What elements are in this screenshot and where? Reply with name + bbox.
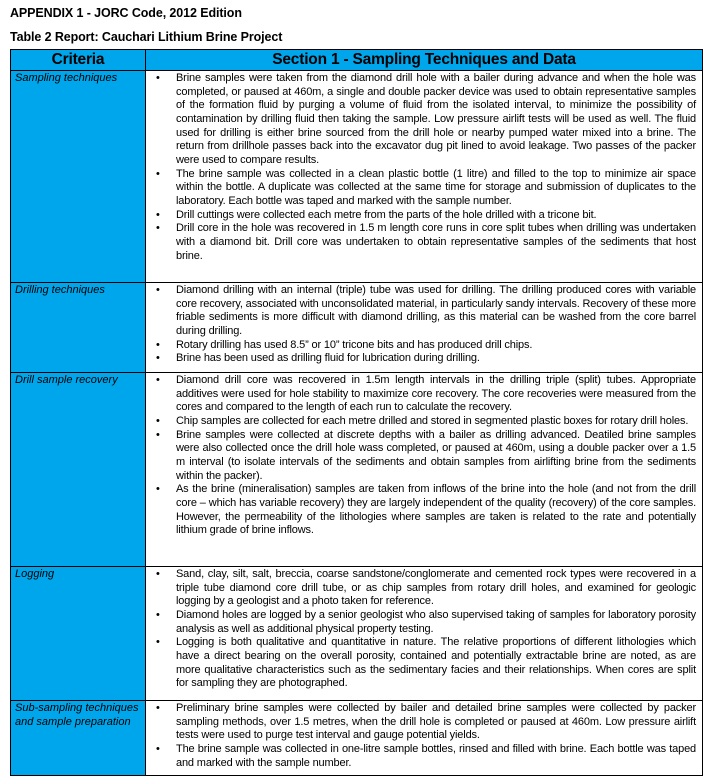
table-row xyxy=(11,283,703,373)
bullet-item: • Preliminary brine samples were collected by bailer and detailed brine samples were collected by packer sampling methods, over 1.5 metres, when the drill hole is completed or paused at 460m. Low pressure airlift tests were used to purge test interval and gauge potential yields. xyxy=(176,702,696,743)
bullet-item: • Brine has been used as drilling fluid for lubrication during drilling. xyxy=(176,352,696,366)
description-cell xyxy=(146,701,703,776)
description-cell xyxy=(146,283,703,373)
criteria-header: Criteria xyxy=(11,50,146,71)
bullet-item: • The brine sample was collected in one-litre sample bottles, rinsed and filled with brine. Each bottle was taped and marked with the sample number. xyxy=(176,743,696,770)
table-row xyxy=(11,71,703,283)
bullet-item: • Chip samples are collected for each metre drilled and stored in segmented plastic boxes for rotary drill holes. xyxy=(176,415,696,429)
bullet-item: • Diamond drill core was recovered in 1.5m length intervals in the drilling triple (split) tubes. Appropriate additives were used for hole stability to maximize core recovery. The core recoveries were measured from the cores and compared to the length of each run to calculate the recovery. xyxy=(176,374,696,415)
bullet-list xyxy=(146,374,696,538)
bullet-item: • Sand, clay, silt, salt, breccia, coarse sandstone/conglomerate and cemented rock types were recovered in a triple tube diamond core drill tube, or as chip samples from rotary drill holes, and examined for geologic logging by a geologist and a photo taken for reference. xyxy=(176,568,696,609)
table-row xyxy=(11,567,703,701)
bullet-item: • Diamond holes are logged by a senior geologist who also supervised taking of samples for laboratory porosity analysis as well as additional physical property testing. xyxy=(176,609,696,636)
description-cell xyxy=(146,71,703,283)
table-row xyxy=(11,373,703,567)
criteria-cell: Sampling techniques xyxy=(11,71,146,283)
bullet-item: • Logging is both qualitative and quantitative in nature. The relative proportions of different lithologies which have a direct bearing on the overall porosity, contained and potentially extractable brine are noted, as are more qualitative characteristics such as the sedimentary facies and their relationships. When cores are split for sampling they are photographed. xyxy=(176,636,696,691)
description-cell xyxy=(146,373,703,567)
table-header-row xyxy=(11,50,703,71)
appendix-title: APPENDIX 1 - JORC Code, 2012 Edition xyxy=(10,6,242,20)
bullet-item: • Drill cuttings were collected each metre from the parts of the hole drilled with a tricone bit. xyxy=(176,209,696,223)
section-header: Section 1 - Sampling Techniques and Data xyxy=(146,50,703,71)
bullet-item: • Brine samples were taken from the diamond drill hole with a bailer during advance and when the hole was completed, or paused at 460m, a single and double packer device was used to obtain representative samples of the formation fluid by purging a volume of fluid from the isolated interval, to minimize the possibility of contamination by drilling fluid then taking the sample. Low pressure airlift tests will be used as well. The fluid used for drilling is either brine sourced from the drill hole or nearby pumped water mixed into a brine. The return from drillhole passes back into the excavator dug pit lined to avoid leakage. Two passes of the packer were used to compare results. xyxy=(176,72,696,168)
jorc-table xyxy=(10,49,703,776)
criteria-cell: Drill sample recovery xyxy=(11,373,146,567)
table-row xyxy=(11,701,703,776)
criteria-cell: Logging xyxy=(11,567,146,701)
description-cell xyxy=(146,567,703,701)
bullet-item: • As the brine (mineralisation) samples are taken from inflows of the brine into the hole (and not from the drill core – which has variable recovery) they are largely independent of the quality (recovery) of the core samples. However, the permeability of the lithologies where samples are taken is related to the rate and potentially lithium grade of brine inflows. xyxy=(176,483,696,538)
bullet-item: • Rotary drilling has used 8.5” or 10” tricone bits and has produced drill chips. xyxy=(176,339,696,353)
criteria-cell: Drilling techniques xyxy=(11,283,146,373)
bullet-item: • Diamond drilling with an internal (triple) tube was used for drilling. The drilling produced cores with variable core recovery, associated with unconsolidated material, in particularly sandy intervals. Recovery of these more friable sediments is more difficult with diamond drilling, as this material can be washed from the core barrel during drilling. xyxy=(176,284,696,339)
bullet-item: • Drill core in the hole was recovered in 1.5 m length core runs in core split tubes when drilling was undertaken with a diamond bit. Drill core was undertaken to obtain representative samples of the sediments that host brine. xyxy=(176,222,696,263)
bullet-list xyxy=(146,702,696,770)
bullet-list xyxy=(146,284,696,366)
bullet-item: • The brine sample was collected in a clean plastic bottle (1 litre) and filled to the top to minimize air space within the bottle. A duplicate was collected at the same time for storage and submission of duplicates to the laboratory. Each bottle was taped and marked with the sample number. xyxy=(176,168,696,209)
criteria-cell: Sub-sampling techniques and sample preparation xyxy=(11,701,146,776)
bullet-item: • Brine samples were collected at discrete depths with a bailer as drilling advanced. Deatiled brine samples were also collected once the drill hole wass completed, or paused at 460m, using a double packer over a 1.5 m interval (to isolate intervals of the sediments and obtain samples from airlifting brine from the sediments within the packer). xyxy=(176,429,696,484)
bullet-list xyxy=(146,568,696,691)
table-title: Table 2 Report: Cauchari Lithium Brine Project xyxy=(10,30,283,44)
bullet-list xyxy=(146,72,696,263)
